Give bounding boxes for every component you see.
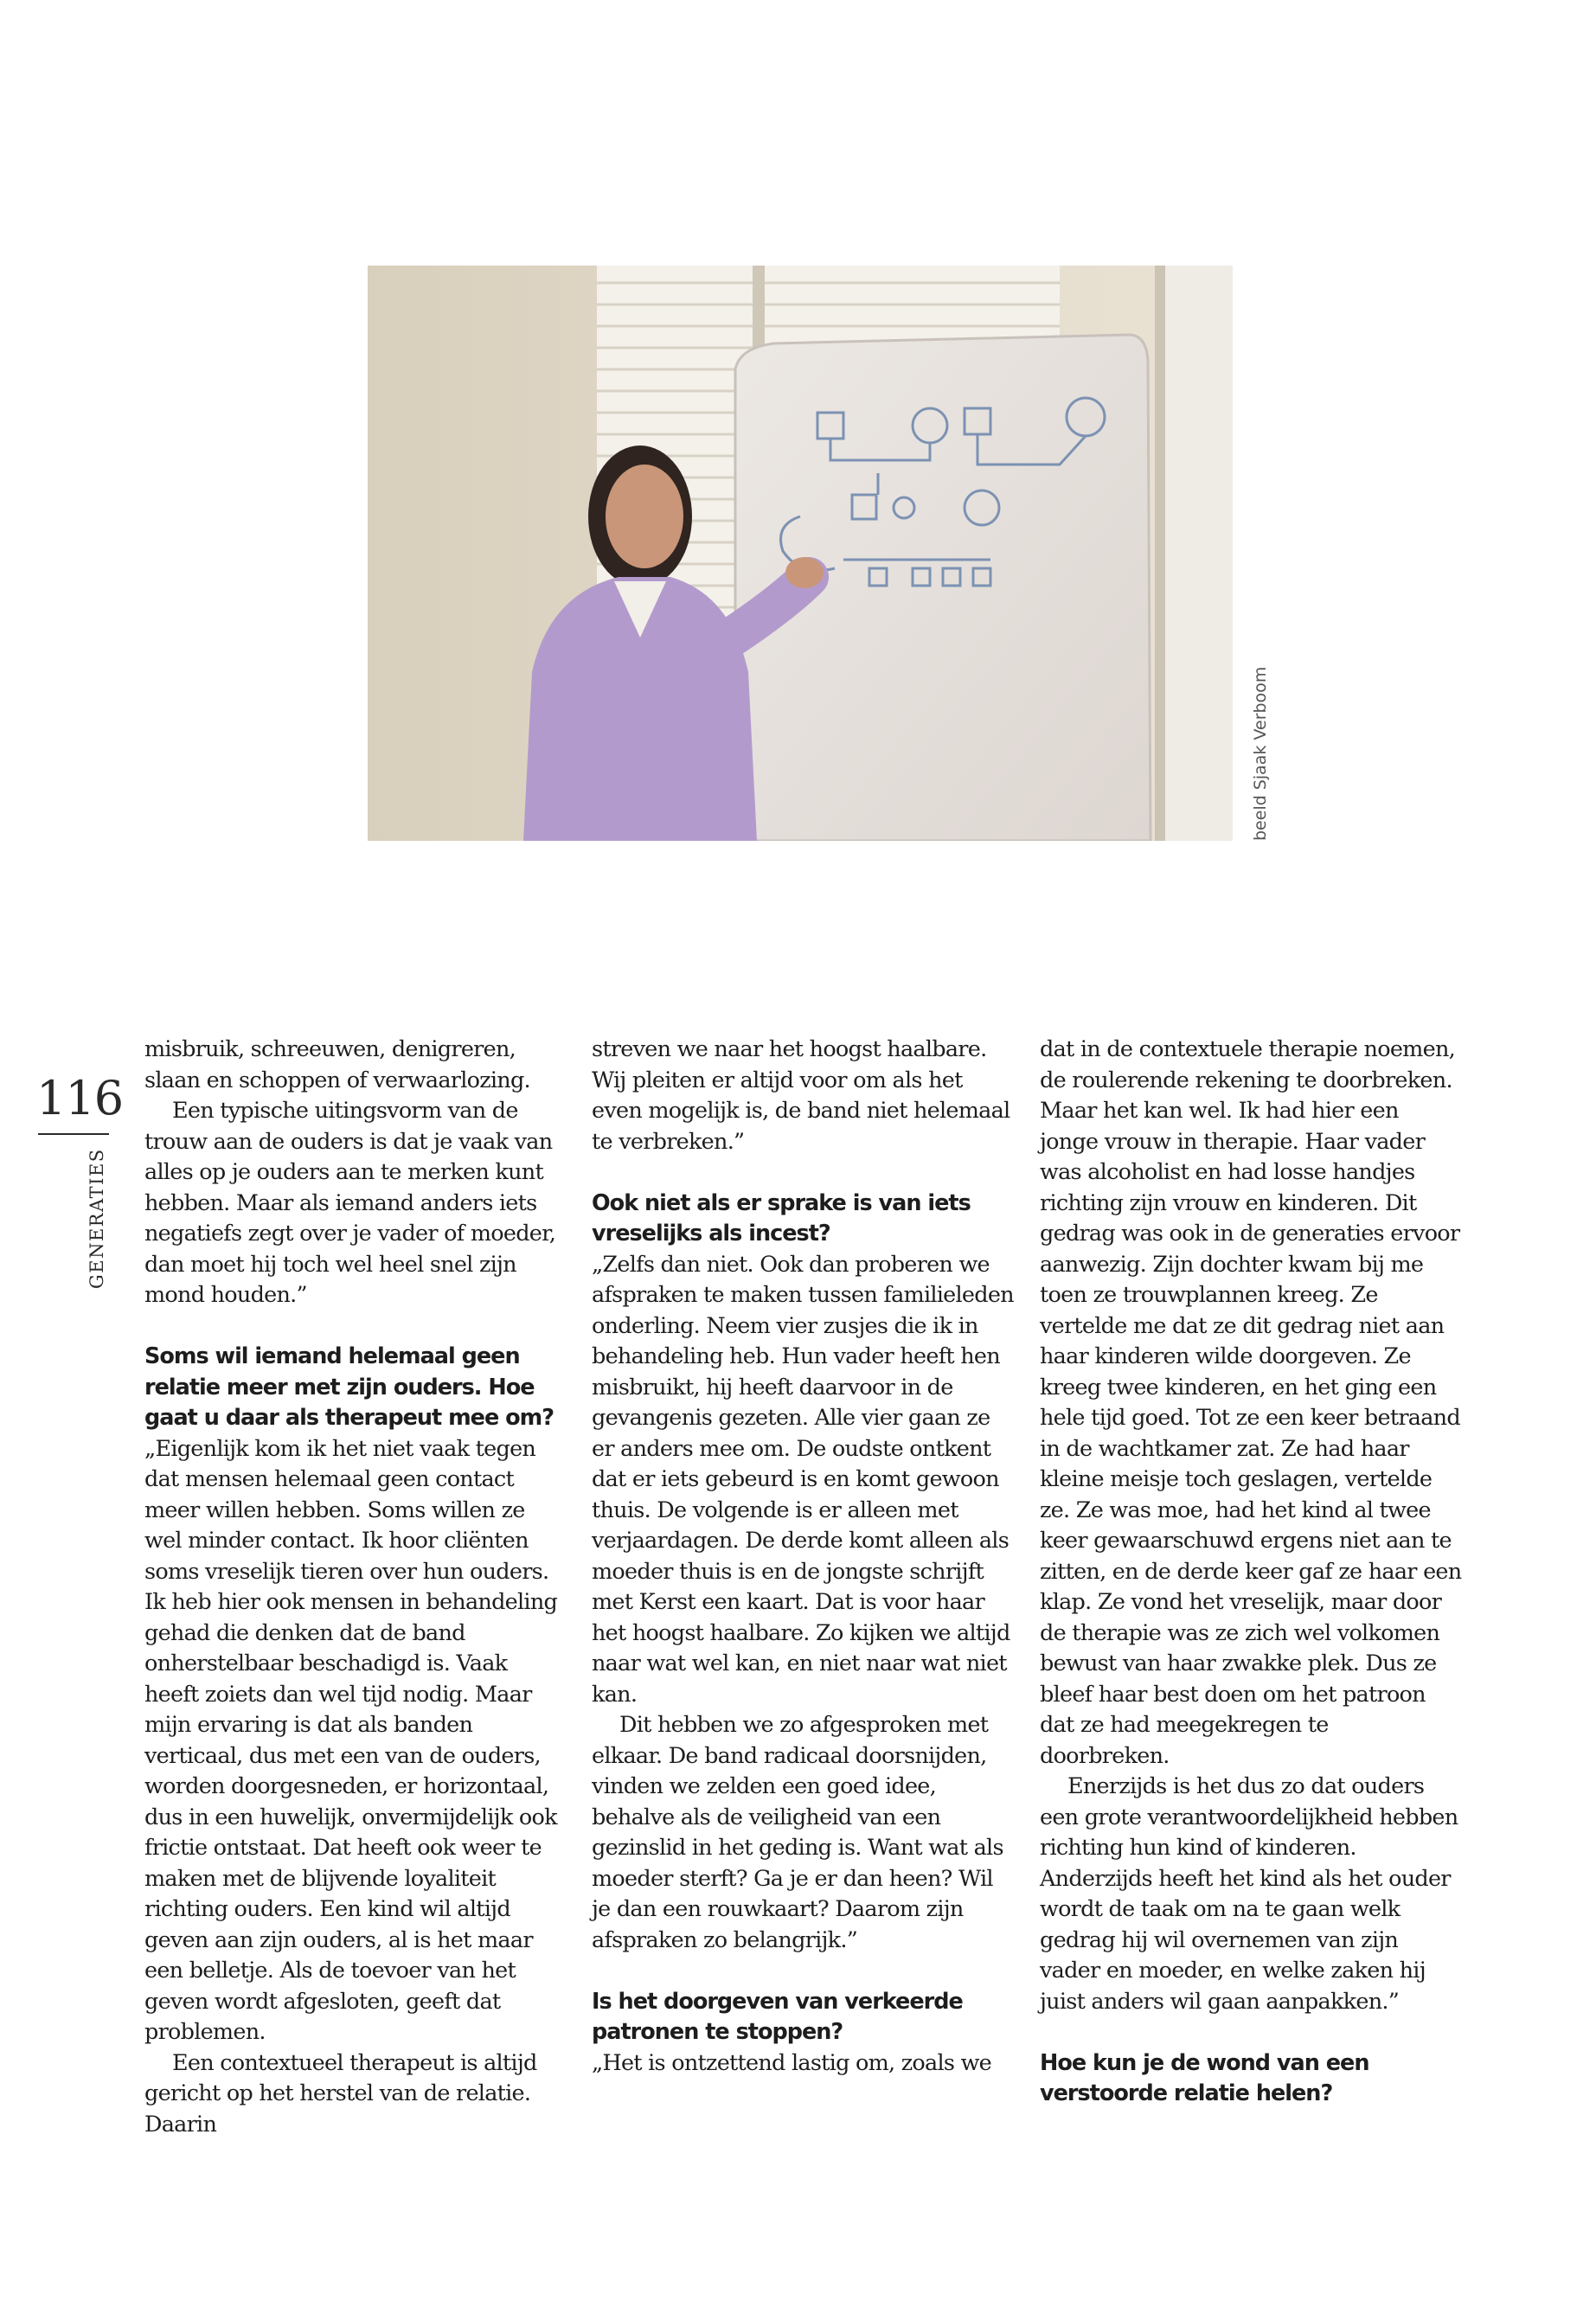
text-column-3 — [1040, 1035, 1462, 2110]
paragraph: „Zelfs dan niet. Ook dan proberen we afspraken te maken tussen familieleden onderling. Neem vier zusjes die ik in behandeling heb. Hun vader heeft hen misbruikt, hij heeft daarvoor in de gevangenis gezeten. Alle vier gaan ze er anders mee om. De oudste ontkent dat er iets gebeurd is en komt gewoon thuis. De volgende is er alleen met verjaardagen. De derde komt alleen als moeder thuis is en de jongste schrijft met Kerst een kaart. Dat is voor haar het hoogst haalbare. Zo kijken we altijd naar wat wel kan, en niet naar wat niet kan. — [592, 1251, 1014, 1708]
article-photo — [368, 266, 1233, 841]
therapist-at-whiteboard-photo — [368, 266, 1233, 841]
interview-question: Hoe kun je de wond van een verstoorde relatie helen? — [1040, 2049, 1369, 2106]
paragraph: Dit hebben we zo afgesproken met elkaar. De band radicaal doorsnijden, vinden we zelden een goed idee, behalve als de veiligheid van een gezinslid in het geding is. Want wat als moeder sterft? Ga je er dan heen? Wil je dan een rouwkaart? Daarom zijn afspraken zo belangrijk.” — [592, 1712, 1003, 1953]
interview-question: Soms wil iemand helemaal geen relatie meer met zijn ouders. Hoe gaat u daar als therapeut mee om? — [144, 1343, 554, 1431]
page-number-rule — [38, 1133, 109, 1135]
paragraph: „Eigenlijk kom ik het niet vaak tegen dat mensen helemaal geen contact meer willen hebben. Soms willen ze wel minder contact. Ik hoor cliënten soms vreselijk tieren over hun ouders. Ik heb hier ook mensen in behandeling gehad die denken dat de band onherstelbaar beschadigd is. Vaak heeft zoiets dan wel tijd nodig. Maar mijn ervaring is dat als banden verticaal, dus met een van de ouders, worden doorgesneden, er horizontaal, dus in een huwelijk, onvermijdelijk ook frictie ontstaat. Dat heeft ook weer te maken met de blijvende loyaliteit richting ouders. Een kind wil altijd geven aan zijn ouders, al is het maar een belletje. Als de toevoer van het geven wordt afgesloten, geeft dat problemen. — [144, 1435, 558, 2045]
paragraph: Een typische uitingsvorm van de trouw aan de ouders is dat je vaak van alles op je ouders aan te merken kunt hebben. Maar als iemand anders iets negatiefs zegt over je vader of moeder, dan moet hij toch wel heel snel zijn mond houden.” — [144, 1098, 556, 1308]
interview-question: Ook niet als er sprake is van iets vreselijks als incest? — [592, 1189, 971, 1247]
section-label: GENERATIES — [87, 1148, 107, 1289]
paragraph: misbruik, schreeuwen, denigreren, slaan en schoppen of verwaarlozing. — [144, 1036, 530, 1093]
interview-question: Is het doorgeven van verkeerde patronen te stoppen? — [592, 1988, 963, 2045]
paragraph: Een contextueel therapeut is altijd gericht op het herstel van de relatie. Daarin — [144, 2049, 537, 2138]
text-column-1 — [144, 1035, 567, 2140]
paragraph: dat in de contextuele therapie noemen, de roulerende rekening te doorbreken. Maar het kan wel. Ik had hier een jonge vrouw in therapie. Haar vader was alcoholist en had losse handjes richting zijn vrouw en kinderen. Dit gedrag was ook in de generaties ervoor aanwezig. Zijn dochter kwam bij me toen ze trouwplannen kreeg. Ze vertelde me dat ze dit gedrag niet aan haar kinderen wilde doorgeven. Ze kreeg twee kinderen, en het ging een hele tijd goed. Tot ze een keer betraand in de wachtkamer zat. Ze had haar kleine meisje toch geslagen, vertelde ze. Ze was moe, had het kind al twee keer gewaarschuwd ergens niet aan te zitten, en de derde keer gaf ze haar een klap. Ze vond het vreselijk, maar door de therapie was ze zich wel volkomen bewust van haar zwakke plek. Dus ze bleef haar best doen om het patroon dat ze had meegekregen te doorbreken. — [1040, 1036, 1462, 1769]
paragraph: „Het is ontzettend lastig om, zoals we — [592, 2049, 992, 2076]
page-number: 116 — [36, 1071, 124, 1125]
text-column-2 — [592, 1035, 1014, 2079]
paragraph: streven we naar het hoogst haalbare. Wij pleiten er altijd voor om als het even mogelijk is, de band niet helemaal te verbreken.” — [592, 1036, 1010, 1155]
paragraph: Enerzijds is het dus zo dat ouders een grote verantwoordelijkheid hebben richting hun kind of kinderen. Anderzijds heeft het kind als het ouder wordt de taak om na te gaan welk gedrag hij wil overnemen van zijn vader en moeder, en welke zaken hij juist anders wil gaan aanpakken.” — [1040, 1773, 1458, 2015]
photo-credit: beeld Sjaak Verboom — [1251, 666, 1270, 841]
